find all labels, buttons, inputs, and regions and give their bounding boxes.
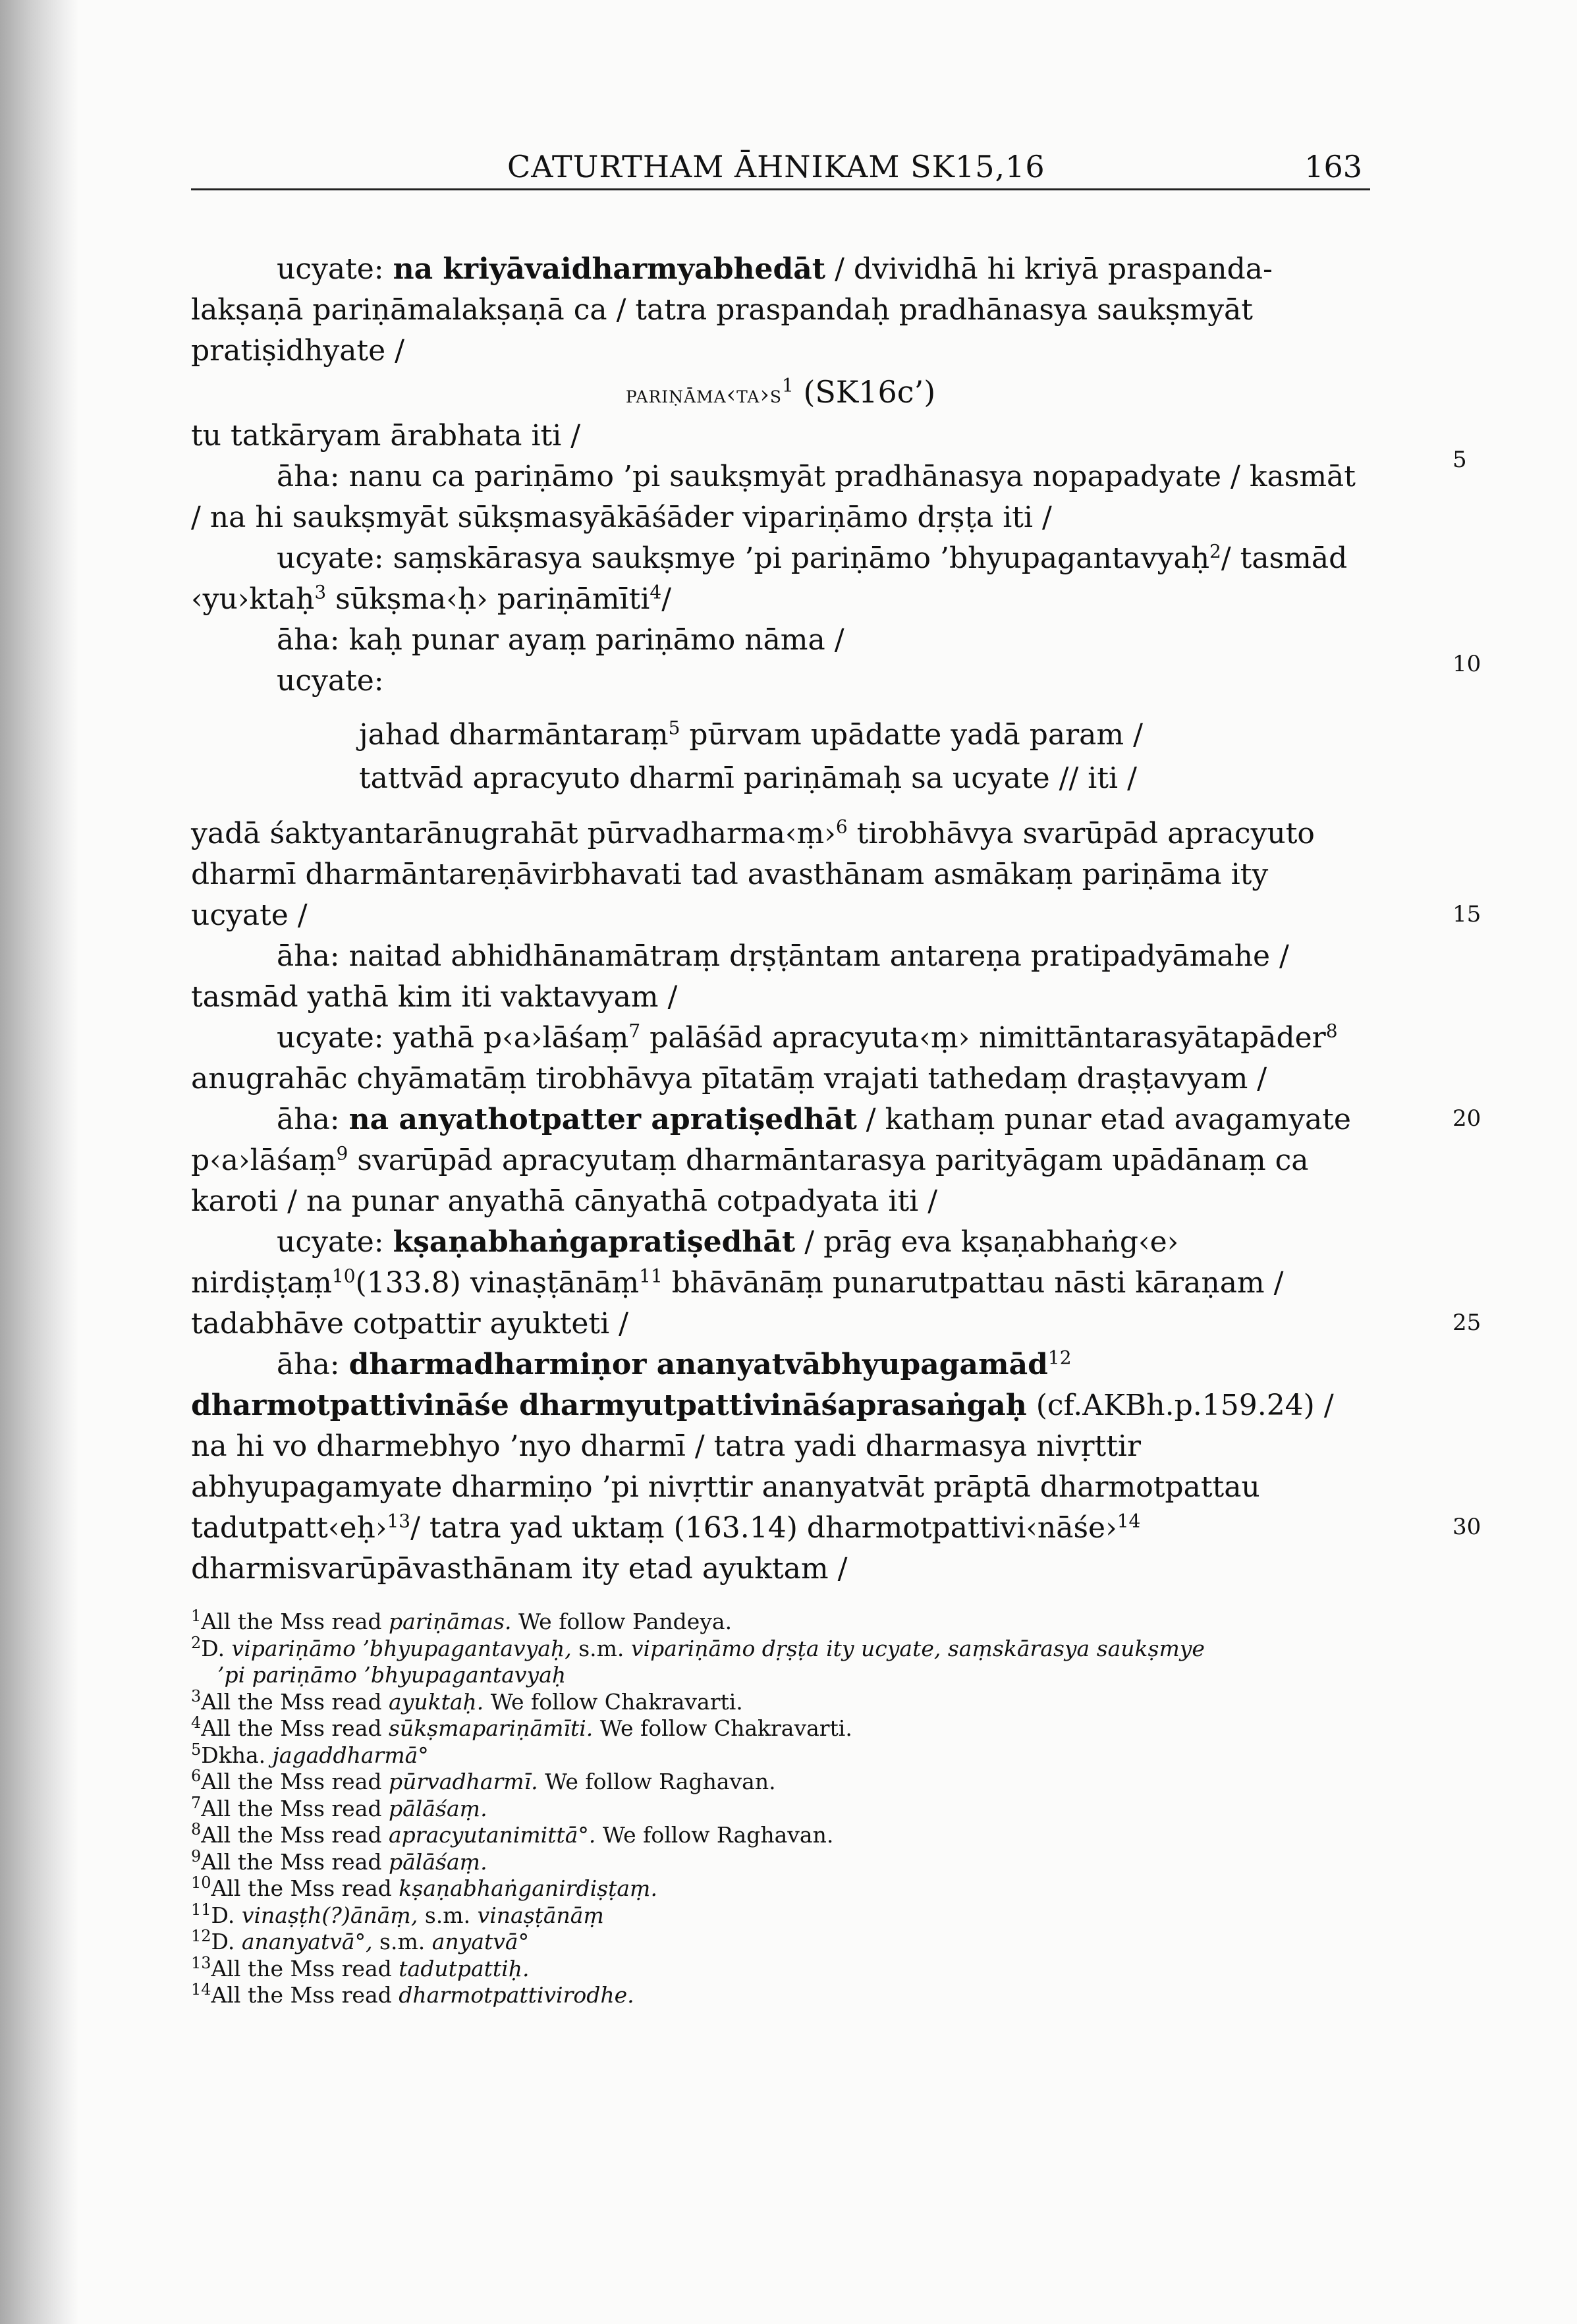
- paragraph: yadā śaktyantarānugrahāt pūrvadharma‹ṃ›$^6$ tirobhāvya svarūpād apracyuto dharmī dharmāntareṇāvirbhavati tad avasthānam asmākaṃ pariṇāma ity ucyate /: [191, 816, 1315, 932]
- paragraph: ucyate: saṃskārasya saukṣmye ’pi pariṇāmo ’bhyupagantavyaḥ$^2$/ tasmād ‹yu›ktaḥ$^3$ sūkṣma‹ḥ› pariṇāmīti$^4$/: [191, 540, 1348, 616]
- sutra-bold: na kriyāvaidharmyabhedāt: [393, 252, 826, 286]
- footnote: $^7$All the Mss read pālāśaṃ.: [191, 1793, 487, 1821]
- sutra-bold: kṣaṇabhaṅgapratiṣedhāt: [393, 1225, 796, 1259]
- paragraph: āha: naitad abhidhānamātraṃ dṛṣṭāntam antareṇa pratipadyāmahe / tasmād yathā kim iti vaktavyam /: [191, 939, 1289, 1014]
- footnote: $^6$All the Mss read pūrvadharmī. We follow Raghavan.: [191, 1767, 776, 1794]
- page-header: [191, 146, 1370, 190]
- paragraph: āha: na anyathotpatter apratiṣedhāt / kathaṃ punar etad avagamyate p‹a›lāśaṃ$^9$ svarūpād apracyutaṃ dharmāntarasya parityāgam upādānaṃ ca karoti / na punar anyathā cānyathā cotpadyata iti /: [191, 1103, 1351, 1218]
- footnote: $^9$All the Mss read pālāśaṃ.: [191, 1846, 487, 1875]
- scan-shadow: [0, 0, 79, 2324]
- footnote: $^5$Dkha. jagaddharmā°: [191, 1740, 429, 1768]
- footnote: $^{11}$D. vinaṣṭh(?)ānāṃ, s.m. vinaṣṭānāṃ: [191, 1900, 604, 1928]
- footnote: $^1$All the Mss read pariṇāmas. We follow Pandeya.: [191, 1607, 733, 1634]
- sutra-bold: dharmadharmiṇor ananyatvābhyupagamād: [348, 1348, 1048, 1381]
- footnote: $^{10}$All the Mss read kṣaṇabhaṅganirdiṣṭaṃ.: [191, 1873, 657, 1901]
- line-number: 30: [1452, 1514, 1481, 1540]
- footnote: $^{14}$All the Mss read dharmotpattivirodhe.: [191, 1980, 634, 2008]
- verse-line: jahad dharmāntaraṃ$^5$ pūrvam upādatte yadā param /: [359, 717, 1143, 752]
- line-number: 5: [1452, 447, 1467, 473]
- footnote: $^{12}$D. ananyatvā°, s.m. anyatvā°: [191, 1927, 530, 1954]
- paragraph: āha: nanu ca pariṇāmo ’pi saukṣmyāt pradhānasya nopapadyate / kasmāt / na hi saukṣmyāt sūkṣmasyākāśāder vipariṇāmo dṛṣṭa iti /: [191, 460, 1356, 534]
- paragraph: āha: kaḥ punar ayaṃ pariṇāmo nāma /: [277, 623, 844, 657]
- footnote: $^4$All the Mss read sūkṣmapariṇāmīti. We follow Chakravarti.: [191, 1713, 852, 1741]
- sutra-bold: na anyathotpatter apratiṣedhāt: [348, 1103, 857, 1136]
- section-heading: $pariṇāma‹ta›s^1$ (SK16c’): [625, 374, 936, 410]
- line-number: 25: [1452, 1310, 1481, 1336]
- line-number: 20: [1452, 1105, 1481, 1132]
- footnote: $^{13}$All the Mss read tadutpattiḥ.: [191, 1953, 530, 1981]
- running-title: CATURTHAM ĀHNIKAM SK15,16: [507, 149, 1045, 184]
- book-page: [191, 0, 1481, 2324]
- sutra-bold: dharmotpattivināśe dharmyutpattivināśaprasaṅgaḥ: [191, 1389, 1027, 1422]
- line-number: 10: [1452, 651, 1481, 677]
- paragraph: tu tatkāryam ārabhata iti /: [191, 419, 581, 453]
- page-number: 163: [1304, 149, 1362, 184]
- verse-block: [359, 713, 1370, 800]
- line-number: 15: [1452, 901, 1481, 927]
- footnote: $^2$D. vipariṇāmo ’bhyupagantavyaḥ, s.m. vipariṇāmo dṛṣṭa ity ucyate, saṃskārasya saukṣmye: [191, 1633, 1205, 1661]
- footnote: $^3$All the Mss read ayuktaḥ. We follow Chakravarti.: [191, 1686, 743, 1715]
- paragraph: ucyate: na kriyāvaidharmyabhedāt / dvividhā hi kriyā praspanda-lakṣaṇā pariṇāmalakṣaṇā ca / tatra praspandaḥ pradhānasya saukṣmyāt pratiṣidhyate /: [191, 252, 1273, 368]
- paragraph: ucyate: yathā p‹a›lāśaṃ$^7$ palāśād apracyuta‹ṃ› nimittāntarasyātapāder$^8$ anugrahāc chyāmatāṃ tirobhāvya pītatāṃ vrajati tathedaṃ draṣṭavyam /: [191, 1020, 1338, 1095]
- paragraph: ucyate:: [277, 664, 384, 698]
- footnote-continuation: ’pi pariṇāmo ’bhyupagantavyaḥ: [217, 1662, 567, 1688]
- verse-line: tattvād apracyuto dharmī pariṇāmaḥ sa ucyate // iti /: [359, 761, 1137, 795]
- paragraph: āha: dharmadharmiṇor ananyatvābhyupagamād$^{12}$ dharmotpattivināśe dharmyutpattivināśaprasaṅgaḥ (cf.AKBh.p.159.24) / na hi vo dharmebhyo ’nyo dharmī / tatra yadi dharmasya nivṛttir abhyupagamyate dharmiṇo ’pi nivṛttir ananyatvāt prāptā dharmotpattau tadutpatt‹eḥ›$^{13}$/ tatra yad uktaṃ (163.14) dharmotpattivi‹nāśe›$^{14}$ dharmisvarūpāvasthānam ity etad ayuktam /: [191, 1346, 1334, 1586]
- footnotes: [191, 1609, 1370, 2009]
- footnote: $^8$All the Mss read apracyutanimittā°. We follow Raghavan.: [191, 1820, 834, 1848]
- main-text: [191, 249, 1370, 1590]
- paragraph: ucyate: kṣaṇabhaṅgapratiṣedhāt / prāg eva kṣaṇabhaṅg‹e› nirdiṣṭaṃ$^{10}$(133.8) vinaṣṭānāṃ$^{11}$ bhāvānāṃ punarutpattau nāsti kāraṇam / tadabhāve cotpattir ayukteti /: [191, 1225, 1284, 1341]
